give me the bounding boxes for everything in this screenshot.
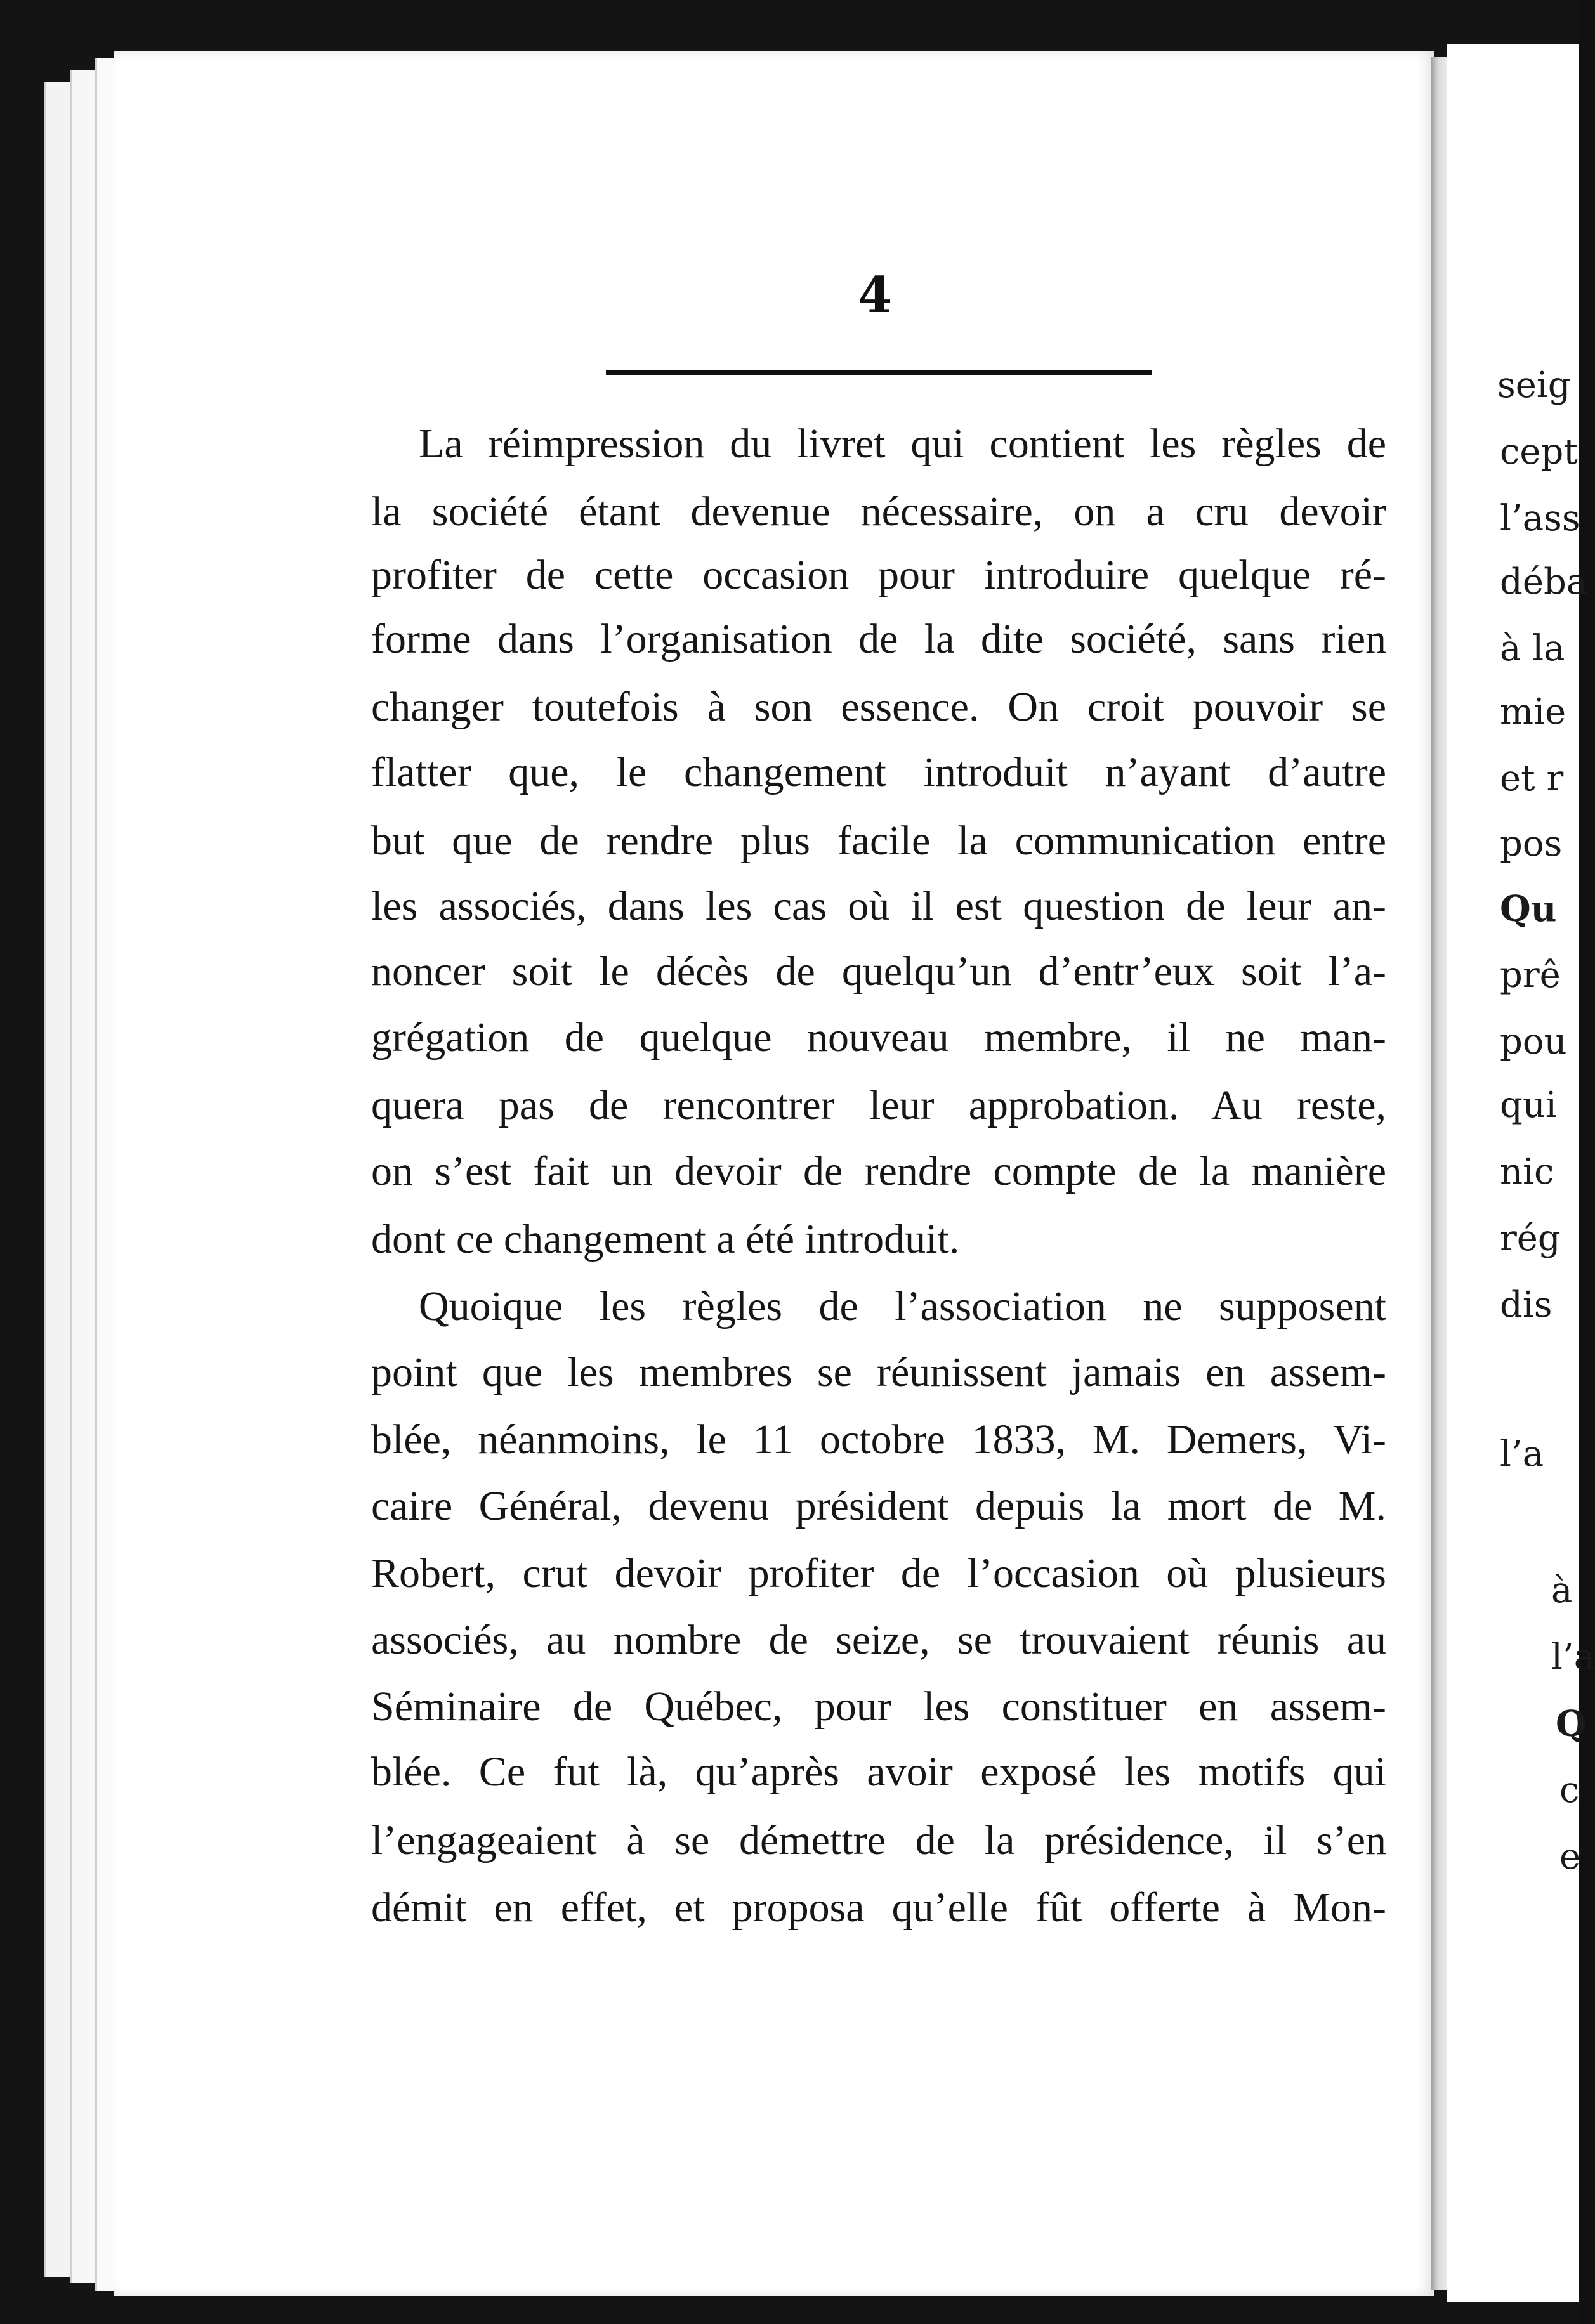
facing-text-line: seig	[1497, 365, 1571, 406]
facing-text-line: et r	[1500, 758, 1564, 799]
text-line: changer toutefois à son essence. On croit pouvoir se	[371, 684, 1386, 730]
facing-page	[1447, 44, 1595, 2302]
facing-text-line: qui	[1500, 1085, 1557, 1126]
facing-text-line: Qu	[1500, 888, 1557, 930]
text-line: blée, néanmoins, le 11 octobre 1833, M. Demers, Vi-	[371, 1416, 1386, 1463]
text-line: profiter de cette occasion pour introduire quelque ré-	[371, 552, 1386, 598]
facing-text-line: prê	[1500, 955, 1561, 996]
facing-text-line: Q	[1556, 1703, 1587, 1745]
page-number: 4	[858, 266, 893, 324]
text-line: dont ce changement a été introduit.	[371, 1216, 960, 1262]
facing-text-line: mie	[1500, 691, 1566, 733]
text-line: La réimpression du livret qui contient les règles de	[419, 421, 1386, 467]
text-line: Robert, crut devoir profiter de l’occasion où plusieurs	[371, 1550, 1386, 1596]
text-line: flatter que, le changement introduit n’ayant d’autre	[371, 749, 1386, 795]
text-line: blée. Ce fut là, qu’après avoir exposé les motifs qui	[371, 1749, 1386, 1795]
facing-text-line: l’a	[1551, 1636, 1595, 1678]
text-line: associés, au nombre de seize, se trouvaient réunis au	[371, 1617, 1386, 1663]
facing-text-line: l’ass	[1500, 498, 1580, 539]
text-line: les associés, dans les cas où il est question de leur an-	[371, 883, 1386, 929]
text-line: grégation de quelque nouveau membre, il ne man-	[371, 1014, 1386, 1061]
text-line: on s’est fait un devoir de rendre compte de la manière	[371, 1148, 1386, 1194]
facing-text-line: e	[1559, 1836, 1581, 1877]
text-line: caire Général, devenu président depuis la mort de M.	[371, 1483, 1386, 1529]
text-line: quera pas de rencontrer leur approbation. Au reste,	[371, 1082, 1386, 1128]
text-line: Séminaire de Québec, pour les constituer en assem-	[371, 1683, 1386, 1730]
facing-text-line: c	[1559, 1770, 1580, 1811]
text-line: la société étant devenue nécessaire, on a cru devoir	[371, 488, 1386, 535]
header-rule	[606, 370, 1152, 375]
facing-text-line: à la	[1500, 628, 1565, 669]
text-line: l’engageaient à se démettre de la présidence, il s’en	[371, 1817, 1386, 1864]
facing-text-line: nic	[1500, 1151, 1554, 1192]
facing-text-line: rég	[1500, 1218, 1561, 1259]
text-line: forme dans l’organisation de la dite société, sans rien	[371, 616, 1386, 662]
facing-text-line: déba	[1500, 561, 1588, 603]
facing-text-line: cept	[1500, 431, 1578, 473]
text-line: point que les membres se réunissent jamais en assem-	[371, 1349, 1386, 1395]
facing-text-line: dis	[1500, 1284, 1552, 1326]
facing-text-line: pou	[1500, 1021, 1567, 1062]
facing-text-line: pos	[1500, 823, 1563, 865]
text-line: but que de rendre plus facile la communication entre	[371, 818, 1386, 864]
text-line: noncer soit le décès de quelqu’un d’entr’eux soit l’a-	[371, 948, 1386, 995]
text-line: Quoique les règles de l’association ne supposent	[419, 1283, 1386, 1329]
facing-text-line: l’a	[1500, 1433, 1544, 1475]
facing-text-line: à	[1551, 1570, 1573, 1611]
text-line: démit en effet, et proposa qu’elle fût offerte à Mon-	[371, 1884, 1386, 1931]
